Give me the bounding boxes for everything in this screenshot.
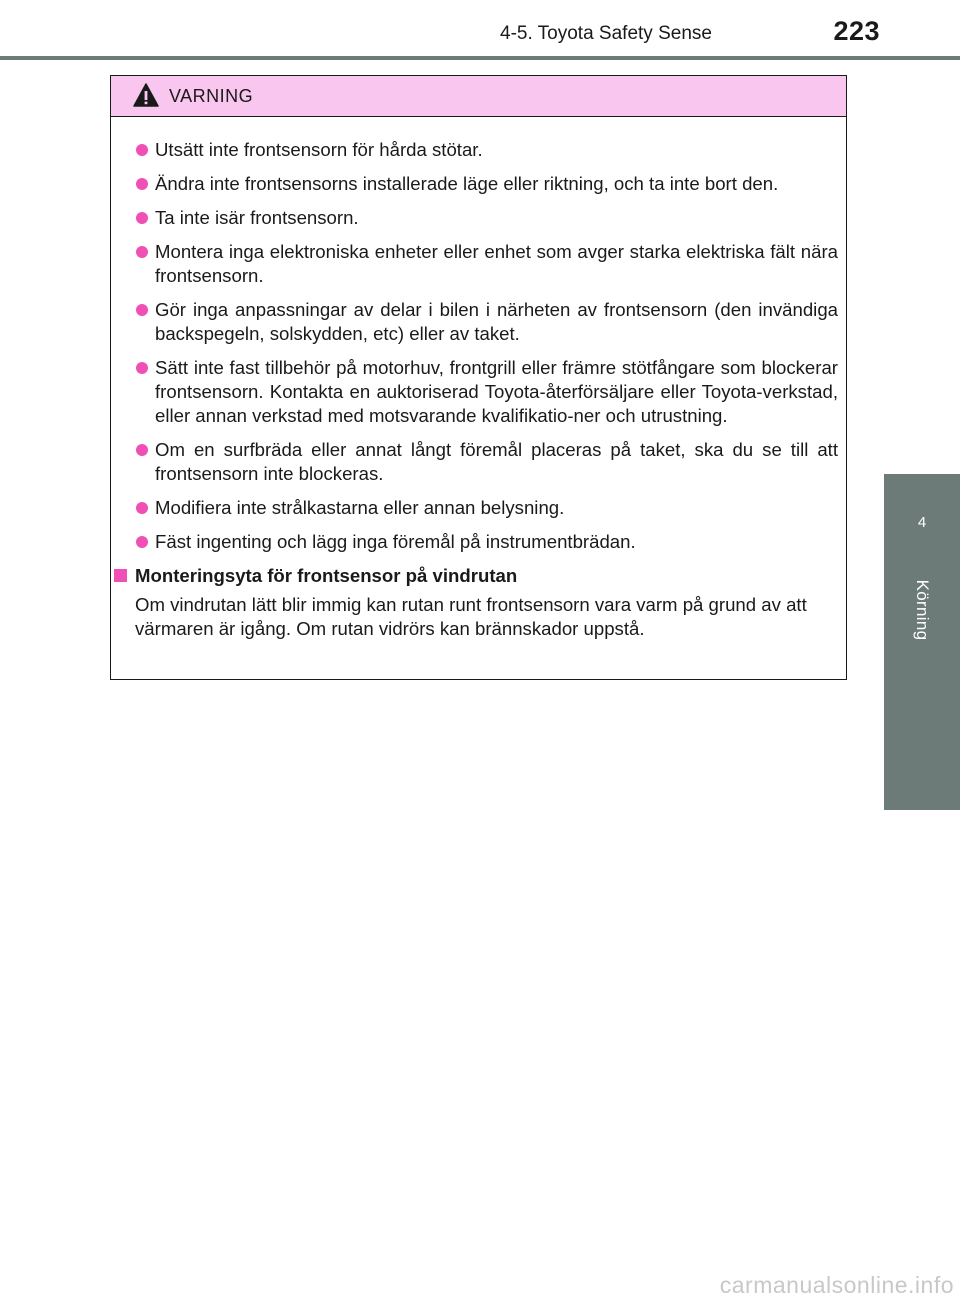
list-item-text: Ändra inte frontsensorns installerade läge eller riktning, och ta inte bort den. [155, 173, 779, 194]
section-title: 4-5. Toyota Safety Sense [500, 23, 712, 44]
warning-box [110, 75, 847, 680]
list-item [111, 356, 838, 428]
list-item-text: Montera inga elektroniska enheter eller enhet som avger starka elektriska fält nära frontsensorn. [155, 241, 838, 286]
list-item [111, 496, 838, 520]
bullet-icon [136, 444, 148, 456]
warning-triangle-icon [133, 83, 159, 107]
list-item-text: Sätt inte fast tillbehör på motorhuv, frontgrill eller främre stötfångare som blockerar frontsensorn. Kontakta en auktoriserad Toyota-återförsäljare eller Toyota-verkstad, eller annan verkstad med motsvarande kvalifikatio-ner och utrustning. [155, 357, 838, 426]
list-item [111, 438, 838, 486]
page-number: 223 [833, 16, 880, 46]
list-item-text: Om en surfbräda eller annat långt föremål placeras på taket, ska du se till att frontsensorn inte blockeras. [155, 439, 838, 484]
subsection-heading [111, 564, 838, 588]
subsection-heading-text: Monteringsyta för frontsensor på vindrutan [135, 565, 518, 586]
warning-header [111, 76, 846, 117]
chapter-tab [884, 474, 960, 810]
bullet-icon [136, 178, 148, 190]
list-item [111, 240, 838, 288]
bullet-icon [136, 304, 148, 316]
chapter-number: 4 [917, 514, 927, 531]
list-item [111, 206, 838, 230]
list-item-text: Gör inga anpassningar av delar i bilen i närheten av frontsensorn (den invändiga backspegeln, solskydden, etc) eller av taket. [155, 299, 838, 344]
list-item-text: Modifiera inte strålkastarna eller annan belysning. [155, 497, 565, 518]
bullet-icon [136, 246, 148, 258]
list-item [111, 172, 838, 196]
bullet-icon [136, 536, 148, 548]
list-item [111, 530, 838, 554]
subsection-paragraph: Om vindrutan lätt blir immig kan rutan runt frontsensorn vara varm på grund av att värmaren är igång. Om rutan vidrörs kan brännskador uppstå. [135, 594, 807, 639]
warning-body [111, 117, 846, 641]
warning-title: VARNING [169, 86, 254, 106]
list-item-text: Fäst ingenting och lägg inga föremål på instrumentbrädan. [155, 531, 636, 552]
list-item-text: Ta inte isär frontsensorn. [155, 207, 359, 228]
list-item [111, 138, 838, 162]
list-item [111, 298, 838, 346]
bullet-icon [136, 144, 148, 156]
bullet-icon [136, 212, 148, 224]
bullet-icon [136, 502, 148, 514]
header-divider [0, 56, 960, 60]
watermark: carmanualsonline.info [719, 1272, 954, 1298]
bullet-icon [136, 362, 148, 374]
chapter-label: Körning [913, 579, 932, 641]
list-item-text: Utsätt inte frontsensorn för hårda stötar. [155, 139, 483, 160]
square-bullet-icon [114, 569, 127, 582]
